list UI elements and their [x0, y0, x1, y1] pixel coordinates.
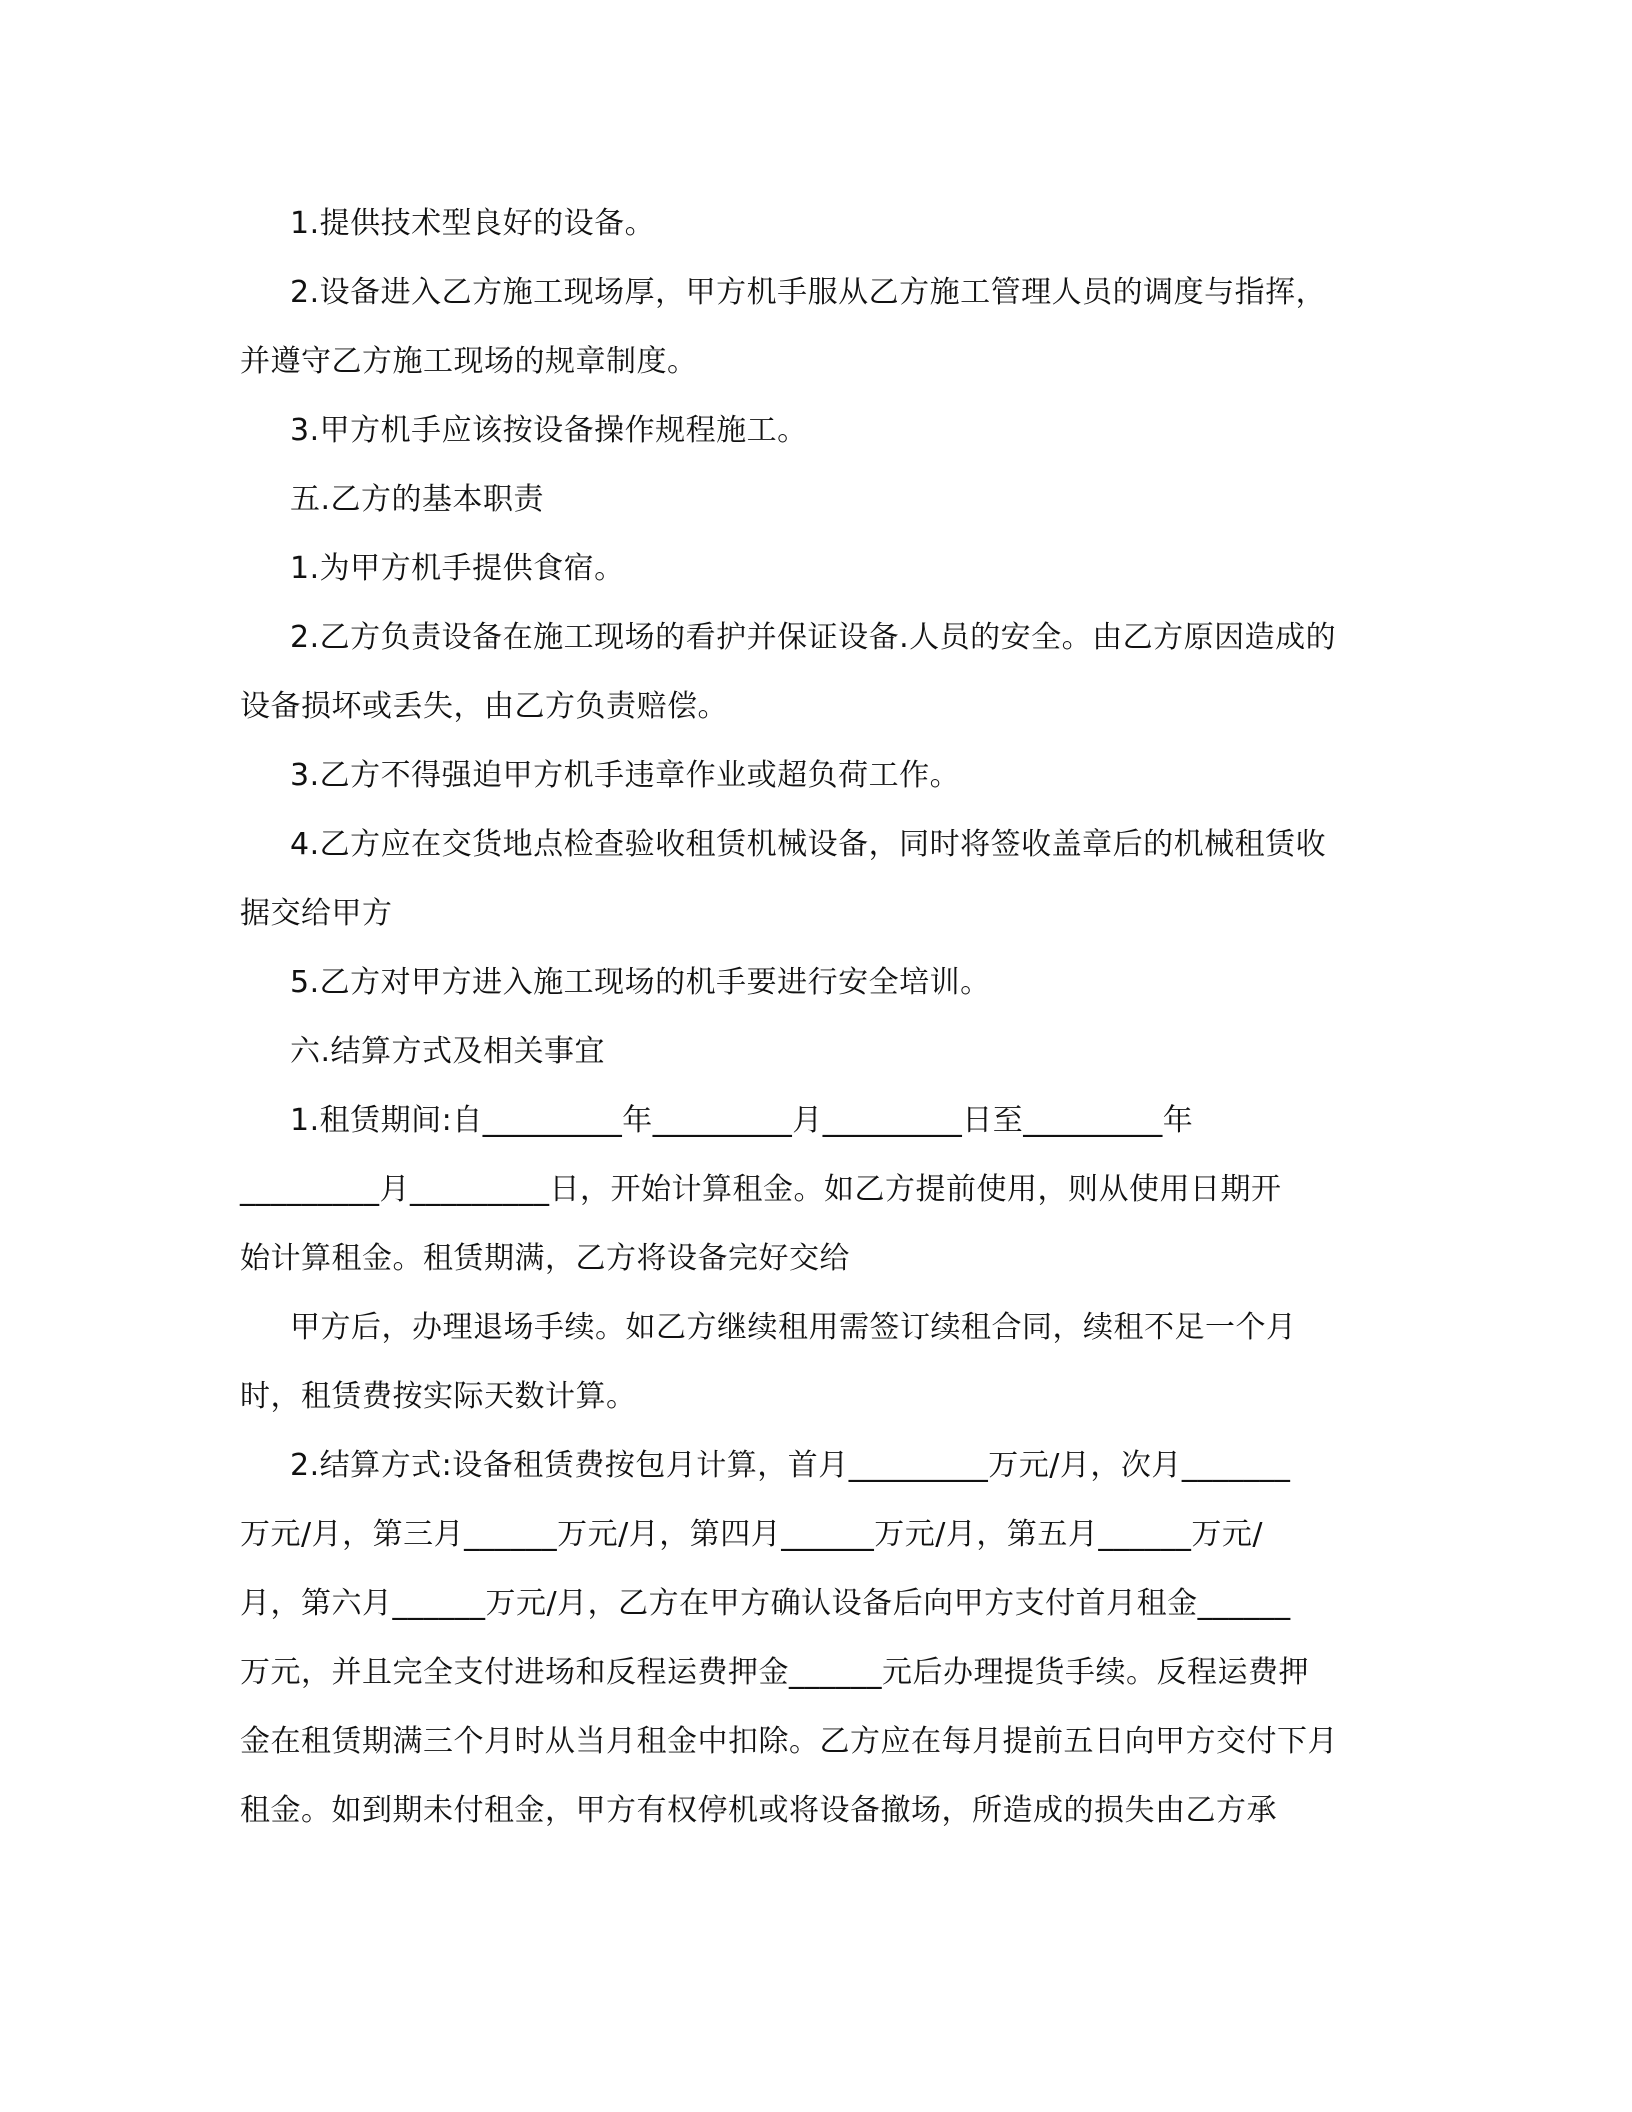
section-heading: 五.乙方的基本职责	[290, 482, 545, 517]
clause-line: 金在租赁期满三个月时从当月租金中扣除。乙方应在每月提前五日向甲方交付下月	[240, 1724, 1338, 1759]
clause-line: 据交给甲方	[240, 896, 393, 931]
clause-line: 1.租赁期间:自_________年_________月_________日至_________年	[290, 1103, 1194, 1138]
clause-line: 甲方后，办理退场手续。如乙方继续租用需签订续租合同，续租不足一个月	[290, 1310, 1297, 1345]
clause-line: 3.甲方机手应该按设备操作规程施工。	[290, 413, 808, 448]
clause-line: 2.乙方负责设备在施工现场的看护并保证设备.人员的安全。由乙方原因造成的	[290, 620, 1337, 655]
clause-line: 月，第六月______万元/月，乙方在甲方确认设备后向甲方支付首月租金______	[240, 1586, 1291, 1621]
clause-line: 始计算租金。租赁期满，乙方将设备完好交给	[240, 1241, 850, 1276]
clause-line: _________月_________日，开始计算租金。如乙方提前使用，则从使用日期开	[240, 1172, 1282, 1207]
clause-line: 并遵守乙方施工现场的规章制度。	[240, 344, 698, 379]
clause-line: 租金。如到期未付租金，甲方有权停机或将设备撤场，所造成的损失由乙方承	[240, 1793, 1277, 1828]
clause-line: 2.结算方式:设备租赁费按包月计算，首月_________万元/月，次月_______	[290, 1448, 1291, 1483]
clause-line: 万元，并且完全支付进场和反程运费押金______元后办理提货手续。反程运费押	[240, 1655, 1309, 1690]
clause-line: 2.设备进入乙方施工现场厚，甲方机手服从乙方施工管理人员的调度与指挥，	[290, 275, 1327, 310]
clause-line: 设备损坏或丢失，由乙方负责赔偿。	[240, 689, 728, 724]
clause-line: 3.乙方不得强迫甲方机手违章作业或超负荷工作。	[290, 758, 961, 793]
clause-line: 1.提供技术型良好的设备。	[290, 206, 656, 241]
clause-line: 5.乙方对甲方进入施工现场的机手要进行安全培训。	[290, 965, 991, 1000]
clause-line: 时，租赁费按实际天数计算。	[240, 1379, 637, 1414]
clause-line: 1.为甲方机手提供食宿。	[290, 551, 625, 586]
clause-line: 4.乙方应在交货地点检查验收租赁机械设备，同时将签收盖章后的机械租赁收	[290, 827, 1327, 862]
clause-line: 万元/月，第三月______万元/月，第四月______万元/月，第五月______万元/	[240, 1517, 1263, 1552]
section-heading: 六.结算方式及相关事宜	[290, 1034, 606, 1069]
